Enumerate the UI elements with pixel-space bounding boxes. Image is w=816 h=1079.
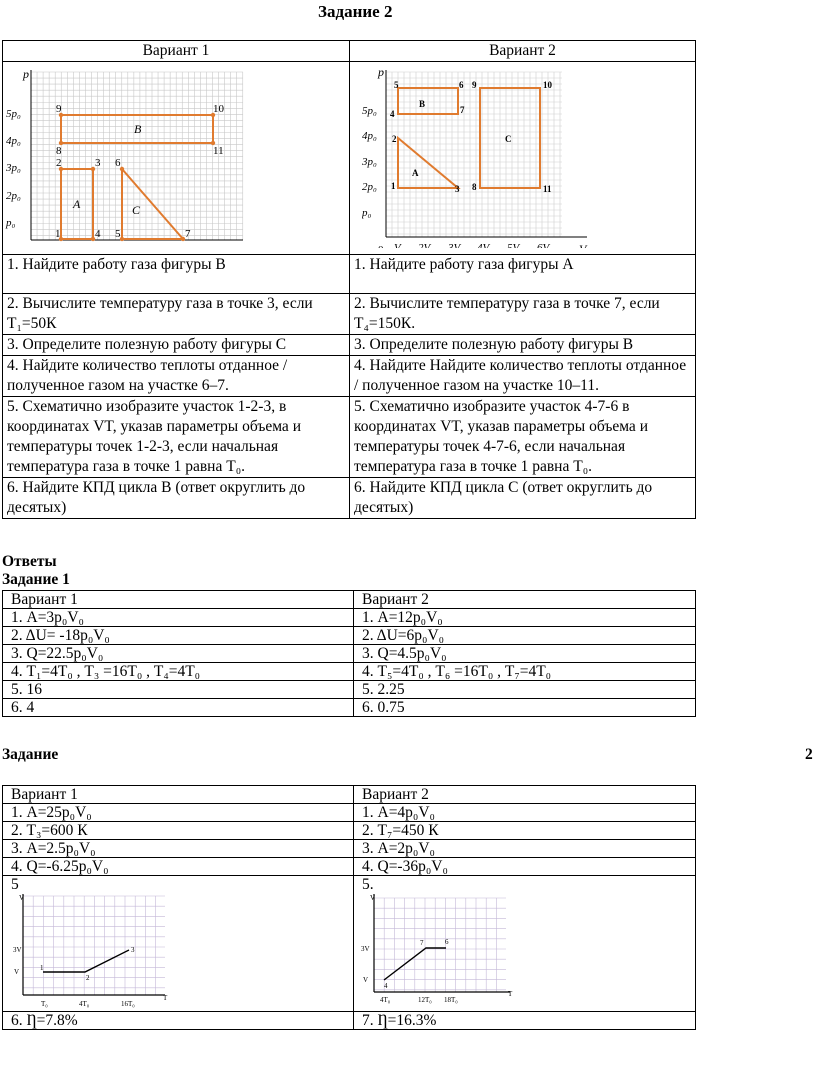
task2-answers-num: 2 <box>805 746 813 763</box>
t2-header-v2: Вариант 2 <box>350 41 696 62</box>
point-label: 2 <box>392 134 397 144</box>
sketch-point: 7 <box>420 939 424 947</box>
t2-header-v1: Вариант 1 <box>3 41 350 62</box>
figure-label: A <box>73 197 81 211</box>
figure-label: B <box>419 99 426 109</box>
sketch-axis-label: T <box>508 990 513 998</box>
point-label: 5 <box>394 80 399 90</box>
pv-graph-v1 <box>3 62 253 248</box>
t1-ans: 3. Q=22.5p₀V₀ <box>3 645 354 663</box>
task1-title: Задание 1 <box>2 571 70 588</box>
t2a-sketch-v1-cell <box>3 876 354 1012</box>
graph-cell-v1 <box>3 62 350 255</box>
sketch-point: 1 <box>40 964 44 972</box>
v-tick: 6V₀ <box>537 242 554 248</box>
sketch-tick: 4T₀ <box>380 996 391 1004</box>
figure-label: B <box>134 122 142 136</box>
task1-answers-table <box>2 590 696 717</box>
t2a-row5-label: 5. <box>362 876 374 893</box>
p-tick: 2p₀ <box>6 190 21 202</box>
task2-answers-table <box>2 785 696 1030</box>
t2-q4-v2: 4. Найдите Найдите количество теплоты отданное / полученное газом на участке 10–11. <box>350 356 696 397</box>
point-label: 9 <box>56 103 62 115</box>
t2a-ans: 4. Q=-36p₀V₀ <box>354 858 696 876</box>
p-tick: 3p₀ <box>6 162 21 174</box>
t1-header-v2: Вариант 2 <box>354 591 696 609</box>
t2-q3-v2: 3. Определите полезную работу фигуры В <box>350 335 696 356</box>
t2-q5-v1: 5. Схематично изобразите участок 1-2-3, в координатах VT, указав параметры объема и температуры точек 1-2-3, если начальная температура газа в точке 1 равна Т₀. <box>3 397 350 478</box>
sketch-tick: 18T₀ <box>444 996 458 1004</box>
t2a-ans: 4. Q=-6.25p₀V₀ <box>3 858 354 876</box>
point-label: 4 <box>95 228 101 240</box>
t2-q2-v1: 2. Вычислите температуру газа в точке 3, если Т₁=50К <box>3 294 350 335</box>
grid-v2 <box>386 72 562 237</box>
point-label: 8 <box>472 182 477 192</box>
point-label: 10 <box>213 103 224 115</box>
sketch-tick: 12T₀ <box>418 996 432 1004</box>
v-tick: 5V₀ <box>507 242 524 248</box>
t1-ans: 6. 4 <box>3 699 354 717</box>
t1-ans: 2. ΔU= -18p₀V₀ <box>3 627 354 645</box>
point-label: 8 <box>56 145 62 157</box>
sketch-point: 2 <box>86 974 90 982</box>
p-tick: p₀ <box>6 217 16 229</box>
answers-title: Ответы <box>2 553 57 570</box>
sketch-tick: V <box>14 968 20 976</box>
point-label: 11 <box>213 145 224 157</box>
t2-q3-v1: 3. Определите полезную работу фигуры С <box>3 335 350 356</box>
t1-ans: 5. 16 <box>3 681 354 699</box>
v-tick: 3V₀ <box>448 242 465 248</box>
t2a-header-v1: Вариант 1 <box>3 786 354 804</box>
t1-ans: 4. Т₅=4Т₀ , Т₆ =16Т₀ , Т₇=4Т₀ <box>354 663 696 681</box>
t1-ans: 6. 0.75 <box>354 699 696 717</box>
v-axis-label <box>579 242 588 248</box>
t2-q1-v1: 1. Найдите работу газа фигуры В <box>3 255 350 294</box>
p-tick: 5p₀ <box>6 108 21 120</box>
sketch-point: 6 <box>445 938 449 946</box>
p-tick: p₀ <box>362 207 372 219</box>
t1-ans: 3. Q=4.5p₀V₀ <box>354 645 696 663</box>
t2-q6-v1: 6. Найдите КПД цикла В (ответ округлить до десятых) <box>3 478 350 519</box>
point-label: 10 <box>543 80 552 90</box>
sketch-tick: 3V <box>13 946 22 954</box>
task2-table <box>2 40 696 519</box>
t2a-row5-label: 5 <box>11 876 19 893</box>
p-tick: 3p₀ <box>362 156 377 168</box>
sketch-axis-label: T <box>163 994 168 1002</box>
sketch-tick: 4T₀ <box>79 1000 90 1008</box>
point-label: 1 <box>391 181 396 191</box>
task2-title: Задание 2 <box>318 2 393 21</box>
v-tick: 2V₀ <box>418 242 435 248</box>
point-label: 2 <box>56 157 62 169</box>
t2a-ans: 1. А=4p₀V₀ <box>354 804 696 822</box>
sketch-tick: V <box>363 976 369 984</box>
sketch-point: 4 <box>384 982 388 990</box>
point-label: 3 <box>455 184 460 194</box>
t1-ans: 1. А=12p₀V₀ <box>354 609 696 627</box>
point-label: 3 <box>95 157 101 169</box>
sketch-axis-label: V <box>19 894 25 902</box>
t2-q1-v2: 1. Найдите работу газа фигуры А <box>350 255 696 294</box>
point-label: 5 <box>115 228 121 240</box>
t1-ans: 4. Т₁=4Т₀ , Т₃ =16Т₀ , Т₄=4Т₀ <box>3 663 354 681</box>
figure-label: A <box>412 168 419 178</box>
p-tick: 4p₀ <box>362 130 377 142</box>
p-axis-label: p <box>23 67 29 81</box>
point-label: 4 <box>390 109 395 119</box>
t1-header-v1: Вариант 1 <box>3 591 354 609</box>
t2-q6-v2: 6. Найдите КПД цикла С (ответ округлить до десятых) <box>350 478 696 519</box>
t2a-efficiency: 6. Ƞ=7.8% <box>3 1012 354 1030</box>
point-label: 11 <box>543 184 552 194</box>
p-tick: 4p₀ <box>6 135 21 147</box>
point-label: 6 <box>115 157 121 169</box>
figure-label: C <box>132 203 141 217</box>
t1-ans: 1. А=3p₀V₀ <box>3 609 354 627</box>
t2a-ans: 2. Т₇=450 К <box>354 822 696 840</box>
p-tick: 2p₀ <box>362 181 377 193</box>
task2-answers-title: Задание <box>2 746 59 763</box>
p-tick: 5p₀ <box>362 105 377 117</box>
point-label: 9 <box>472 80 477 90</box>
p-axis-label: p <box>378 65 384 79</box>
origin-label <box>378 244 384 248</box>
sketch-tick: T₀ <box>41 1000 48 1008</box>
sketch-tick: 16T₀ <box>121 1000 135 1008</box>
t2a-ans: 3. А=2.5p₀V₀ <box>3 840 354 858</box>
sketch-point: 3 <box>131 946 135 954</box>
t1-ans: 2. ΔU=6p₀V₀ <box>354 627 696 645</box>
t2-q4-v1: 4. Найдите количество теплоты отданное / полученное газом на участке 6–7. <box>3 356 350 397</box>
sketch-axis-label: V <box>370 894 376 902</box>
point-label: 7 <box>185 228 191 240</box>
vt-sketch-v2 <box>360 892 515 1007</box>
v-tick: 4V₀ <box>477 242 494 248</box>
t2-q5-v2: 5. Схематично изобразите участок 4-7-6 в координатах VT, указав параметры объема и температуры точек 4-7-6, если начальная температура газа в точке 1 равна Т₀. <box>350 397 696 478</box>
v-tick: V₀ <box>394 242 405 248</box>
t2a-sketch-v2-cell <box>354 876 696 1012</box>
t2a-ans: 2. Т₃=600 К <box>3 822 354 840</box>
t2a-efficiency: 7. Ƞ=16.3% <box>354 1012 696 1030</box>
figure-label: C <box>505 134 512 144</box>
vt-sketch-v1 <box>13 892 173 1012</box>
point-label: 1 <box>55 228 61 240</box>
t2-q2-v2: 2. Вычислите температуру газа в точке 7, если Т₄=150К. <box>350 294 696 335</box>
sketch-tick: 3V <box>361 945 370 953</box>
t1-ans: 5. 2.25 <box>354 681 696 699</box>
pv-graph-v2 <box>362 62 602 248</box>
graph-cell-v2 <box>350 62 696 255</box>
t2a-ans: 1. А=25p₀V₀ <box>3 804 354 822</box>
t2a-ans: 3. А=2p₀V₀ <box>354 840 696 858</box>
point-label: 6 <box>459 80 464 90</box>
t2a-header-v2: Вариант 2 <box>354 786 696 804</box>
point-label: 7 <box>460 105 465 115</box>
